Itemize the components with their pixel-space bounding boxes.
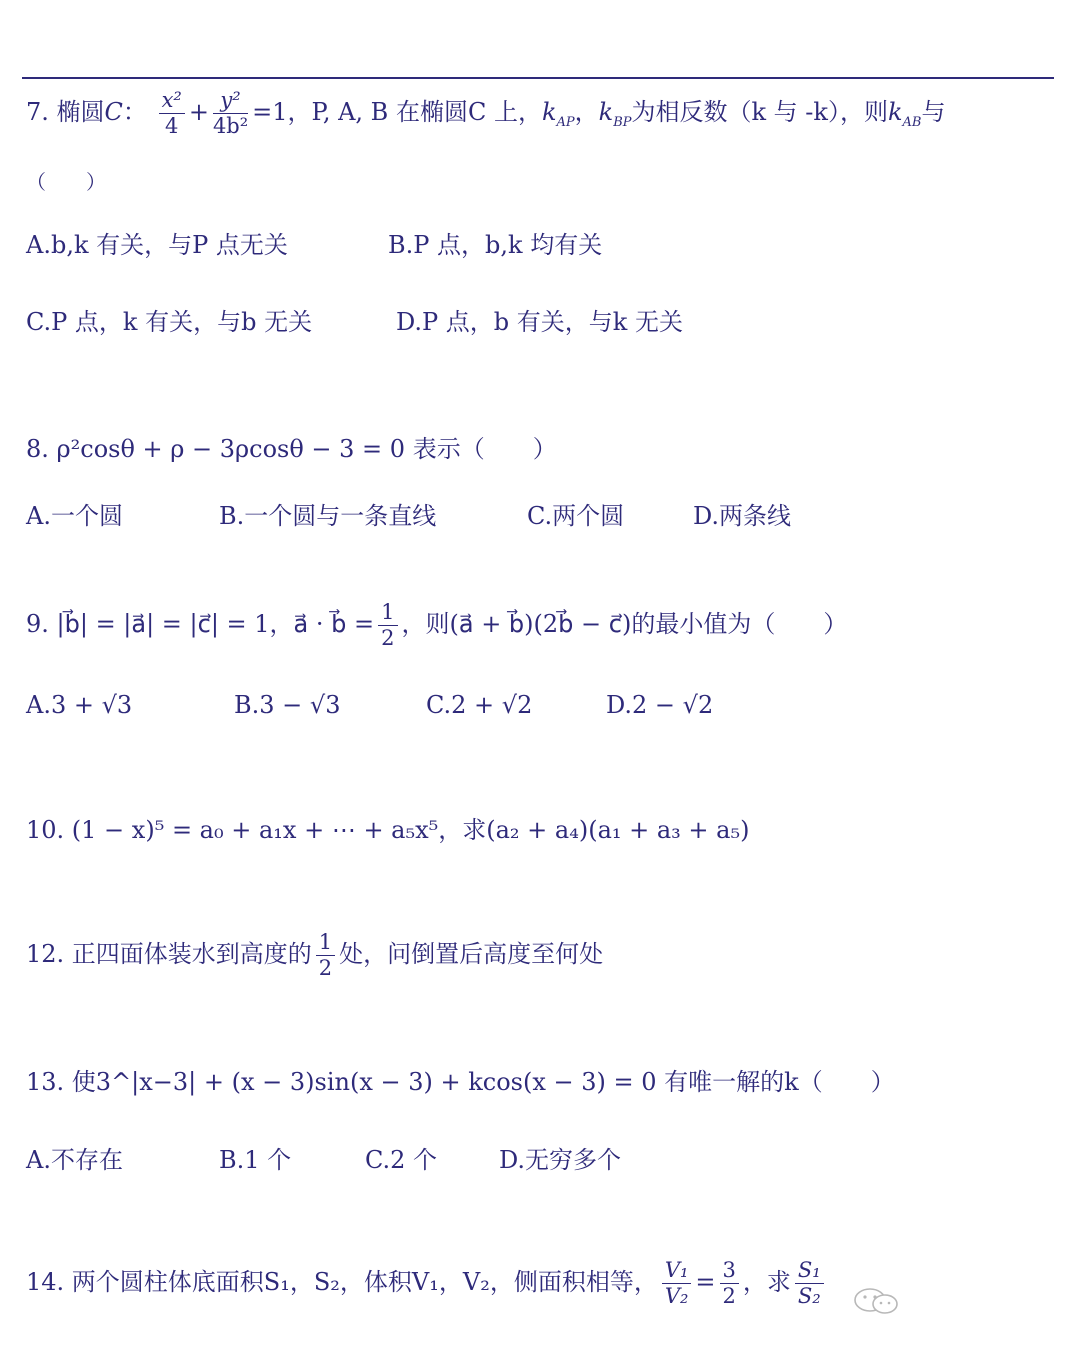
fraction-y2-over-4b2: $\frac{\text{y²}}{\text{4b²}}$ bbox=[212, 88, 249, 138]
fraction-one-half: $\frac{1}{2}$ bbox=[316, 932, 335, 979]
question-7-options-row-2 bbox=[26, 310, 683, 334]
option-c: C.2 + √2 bbox=[426, 691, 533, 719]
option-b: B.P 点，b,k 均有关 bbox=[388, 231, 603, 259]
question-8-stem: 8. ρ²cosθ + ρ − 3ρcosθ − 3 = 0 表示（ ） bbox=[26, 435, 557, 463]
option-a: A.不存在 bbox=[26, 1146, 123, 1174]
option-a: A.一个圆 bbox=[26, 502, 123, 530]
question-12-stem: 12. 正四面体装水到高度的 $\frac{1}{2}$ 处，问倒置后高度至何处 bbox=[26, 930, 604, 980]
option-d: D.两条线 bbox=[693, 502, 792, 530]
question-9-stem: 9. |b⃗| = |a⃗| = |c⃗| = 1，a⃗ · b⃗ = $\frac{1}{2}$ ，则(a⃗ + b⃗)(2b⃗ − c⃗)的最小值为（ ） bbox=[26, 600, 848, 650]
fraction-v1-over-v2: $\frac{\text{V₁}}{\text{V₂}}$ bbox=[662, 1260, 692, 1307]
question-9-options bbox=[26, 693, 713, 717]
wechat-icon bbox=[852, 1286, 904, 1316]
answer-blank: （ ） bbox=[26, 170, 106, 194]
option-a: A.3 + √3 bbox=[26, 691, 133, 719]
fraction-one-half: $\frac{1}{2}$ bbox=[378, 602, 397, 649]
top-divider bbox=[22, 77, 1054, 79]
question-14-stem: 14. 两个圆柱体底面积S₁，S₂，体积V₁，V₂，侧面积相等， $\frac{\text{V₁}}{\text{V₂}}$ = $\frac{3}{2}$ ，求 $\frac{\text{S₁}}{\text{S₂}}$ bbox=[26, 1260, 828, 1307]
fraction-three-halves: $\frac{3}{2}$ bbox=[720, 1260, 739, 1307]
option-b: B.1 个 bbox=[219, 1146, 292, 1174]
option-c: C.两个圆 bbox=[527, 502, 625, 530]
question-8-options bbox=[26, 504, 791, 528]
option-b: B.3 − √3 bbox=[234, 691, 341, 719]
option-a: A.b,k 有关，与P 点无关 bbox=[26, 231, 288, 259]
option-c: C.2 个 bbox=[365, 1146, 438, 1174]
question-10-stem: 10. (1 − x)⁵ = a₀ + a₁x + ⋯ + a₅x⁵，求(a₂ + a₄)(a₁ + a₃ + a₅) bbox=[26, 816, 750, 844]
option-d: D.P 点，b 有关，与k 无关 bbox=[396, 308, 683, 336]
question-13-options bbox=[26, 1148, 621, 1172]
question-7-options-row-1 bbox=[26, 233, 602, 257]
fraction-x2-over-4: $\frac{\text{x²}}{4}$ bbox=[159, 90, 185, 137]
fraction-s1-over-s2: $\frac{\text{S₁}}{\text{S₂}}$ bbox=[795, 1260, 824, 1307]
option-d: D.2 − √2 bbox=[606, 691, 714, 719]
option-d: D.无穷多个 bbox=[499, 1146, 622, 1174]
question-13-stem: 13. 使3^|x−3| + (x − 3)sin(x − 3) + kcos(x − 3) = 0 有唯一解的k（ ） bbox=[26, 1068, 895, 1096]
option-b: B.一个圆与一条直线 bbox=[219, 502, 437, 530]
option-c: C.P 点，k 有关，与b 无关 bbox=[26, 308, 313, 336]
question-number: 7. bbox=[26, 98, 49, 126]
question-7-stem: 7. 椭圆C： $\frac{\text{x²}}{4}$ + $\frac{\text{y²}}{\text{4b²}}$ =1，P, A, B 在椭圆C 上，$k_{AP}$，$k_{BP}$为相反数（k 与 -k），则$k_{AB}$与 bbox=[26, 88, 946, 138]
